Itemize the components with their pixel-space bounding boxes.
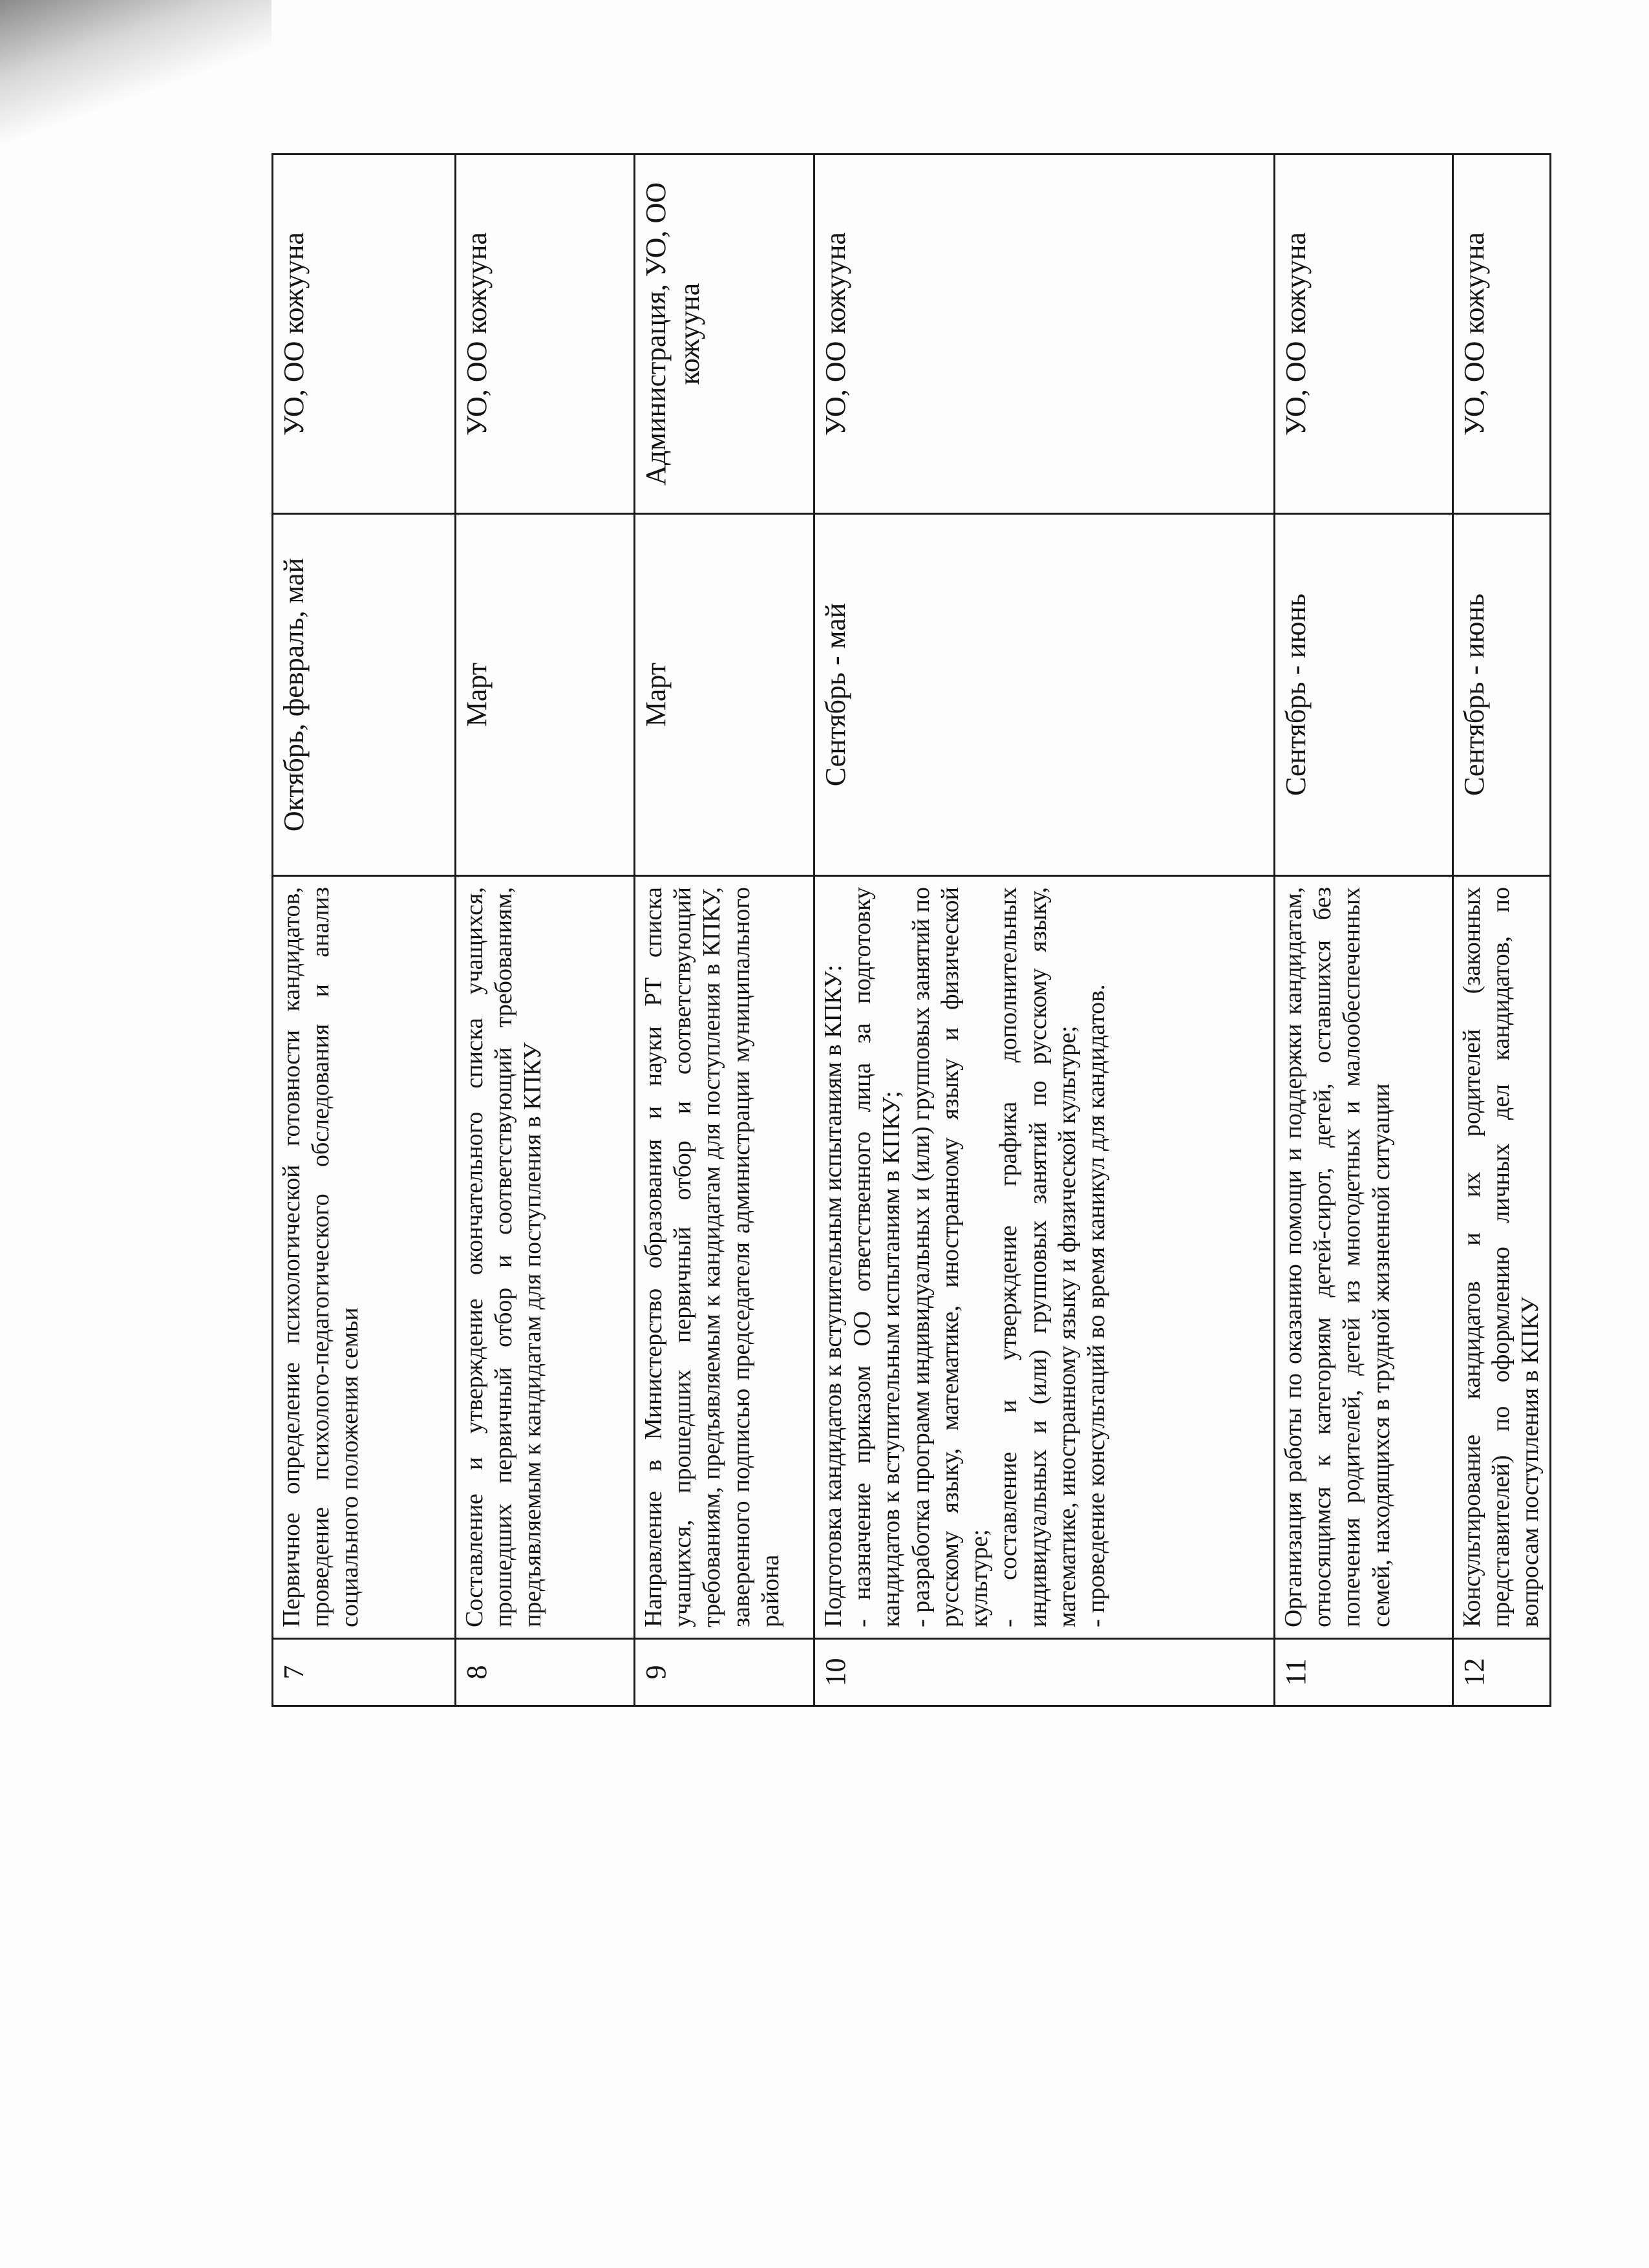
- activity-text: Направление в Министерство образования и науки РТ списка учащихся, прошедших первичный отбор и соответствующий требованиям, предъявляемым к кандидатам для поступления в КПКУ, заверенного подписью председателя администрации муниципального района: [640, 887, 784, 1627]
- row-responsible: Администрация, УО, ОО кожууна: [635, 155, 814, 514]
- row-number: 8: [456, 1639, 635, 1706]
- row-activity: [1453, 876, 1551, 1639]
- table-row: [1453, 155, 1551, 1706]
- rotated-page: [271, 155, 1544, 1707]
- table-row: [456, 155, 635, 1706]
- row-number: 7: [273, 1639, 456, 1706]
- row-term: Сентябрь - июнь: [1275, 514, 1453, 876]
- activity-text: Подготовка кандидатов к вступительным испытаниям в КПКУ:: [820, 965, 847, 1627]
- row-activity: [1275, 876, 1453, 1639]
- row-number: 12: [1453, 1639, 1551, 1706]
- activity-text: Консультирование кандидатов и их родителей (законных представителей) по оформлению личных дел кандидатов, по вопросам поступления в КПКУ: [1458, 887, 1544, 1627]
- activity-text: Организация работы по оказанию помощи и поддержки кандидатам, относящимся к категориям детей-сирот, детей, оставшихся без попечения родителей, детей из многодетных и малообеспеченных семей, находящихся в трудной жизненной ситуации: [1280, 887, 1395, 1627]
- table-row: [635, 155, 814, 1706]
- activity-text: - проведение консультаций во время каникул для кандидатов.: [1082, 984, 1110, 1627]
- row-responsible: УО, ОО кожууна: [273, 155, 456, 514]
- activity-text: Составление и утверждение окончательного списка учащихся, прошедших первичный отбор и соответствующий требованиям, предъявляемым к кандидатам для поступления в КПКУ: [461, 887, 547, 1627]
- activity-text: - назначение приказом ОО ответственного лица за подготовку кандидатов к вступительным испытаниям в КПКУ;: [849, 887, 906, 1627]
- activity-text: - разработка программ индивидуальных и (или) групповых занятий по русскому языку, математике, иностранному языку и физической культуре;: [907, 887, 994, 1627]
- row-term: Сентябрь - июнь: [1453, 514, 1551, 876]
- activity-text: Первичное определение психологической готовности кандидатов, проведение психолого-педагогического обследования и анализ социального положения семьи: [278, 887, 364, 1627]
- row-number: 10: [814, 1639, 1275, 1706]
- row-term: Октябрь, февраль, май: [273, 514, 456, 876]
- row-responsible: УО, ОО кожууна: [814, 155, 1275, 514]
- row-number: 11: [1275, 1639, 1453, 1706]
- row-responsible: УО, ОО кожууна: [1453, 155, 1551, 514]
- row-term: Март: [635, 514, 814, 876]
- row-activity: [814, 876, 1275, 1639]
- row-activity: [273, 876, 456, 1639]
- row-activity: [635, 876, 814, 1639]
- row-term: Сентябрь - май: [814, 514, 1275, 876]
- plan-table: [271, 153, 1551, 1707]
- row-term: Март: [456, 514, 635, 876]
- table-row: [273, 155, 456, 1706]
- scan-shadow: [0, 0, 271, 168]
- table-row: [1275, 155, 1453, 1706]
- activity-text: - составление и утверждение графика дополнительных индивидуальных и (или) групповых занятий по русскому языку, математике, иностранному языку и физической культуре;: [995, 887, 1081, 1627]
- table-body: [273, 155, 1551, 1706]
- table-row: [814, 155, 1275, 1706]
- row-responsible: УО, ОО кожууна: [456, 155, 635, 514]
- row-responsible: УО, ОО кожууна: [1275, 155, 1453, 514]
- row-activity: [456, 876, 635, 1639]
- row-number: 9: [635, 1639, 814, 1706]
